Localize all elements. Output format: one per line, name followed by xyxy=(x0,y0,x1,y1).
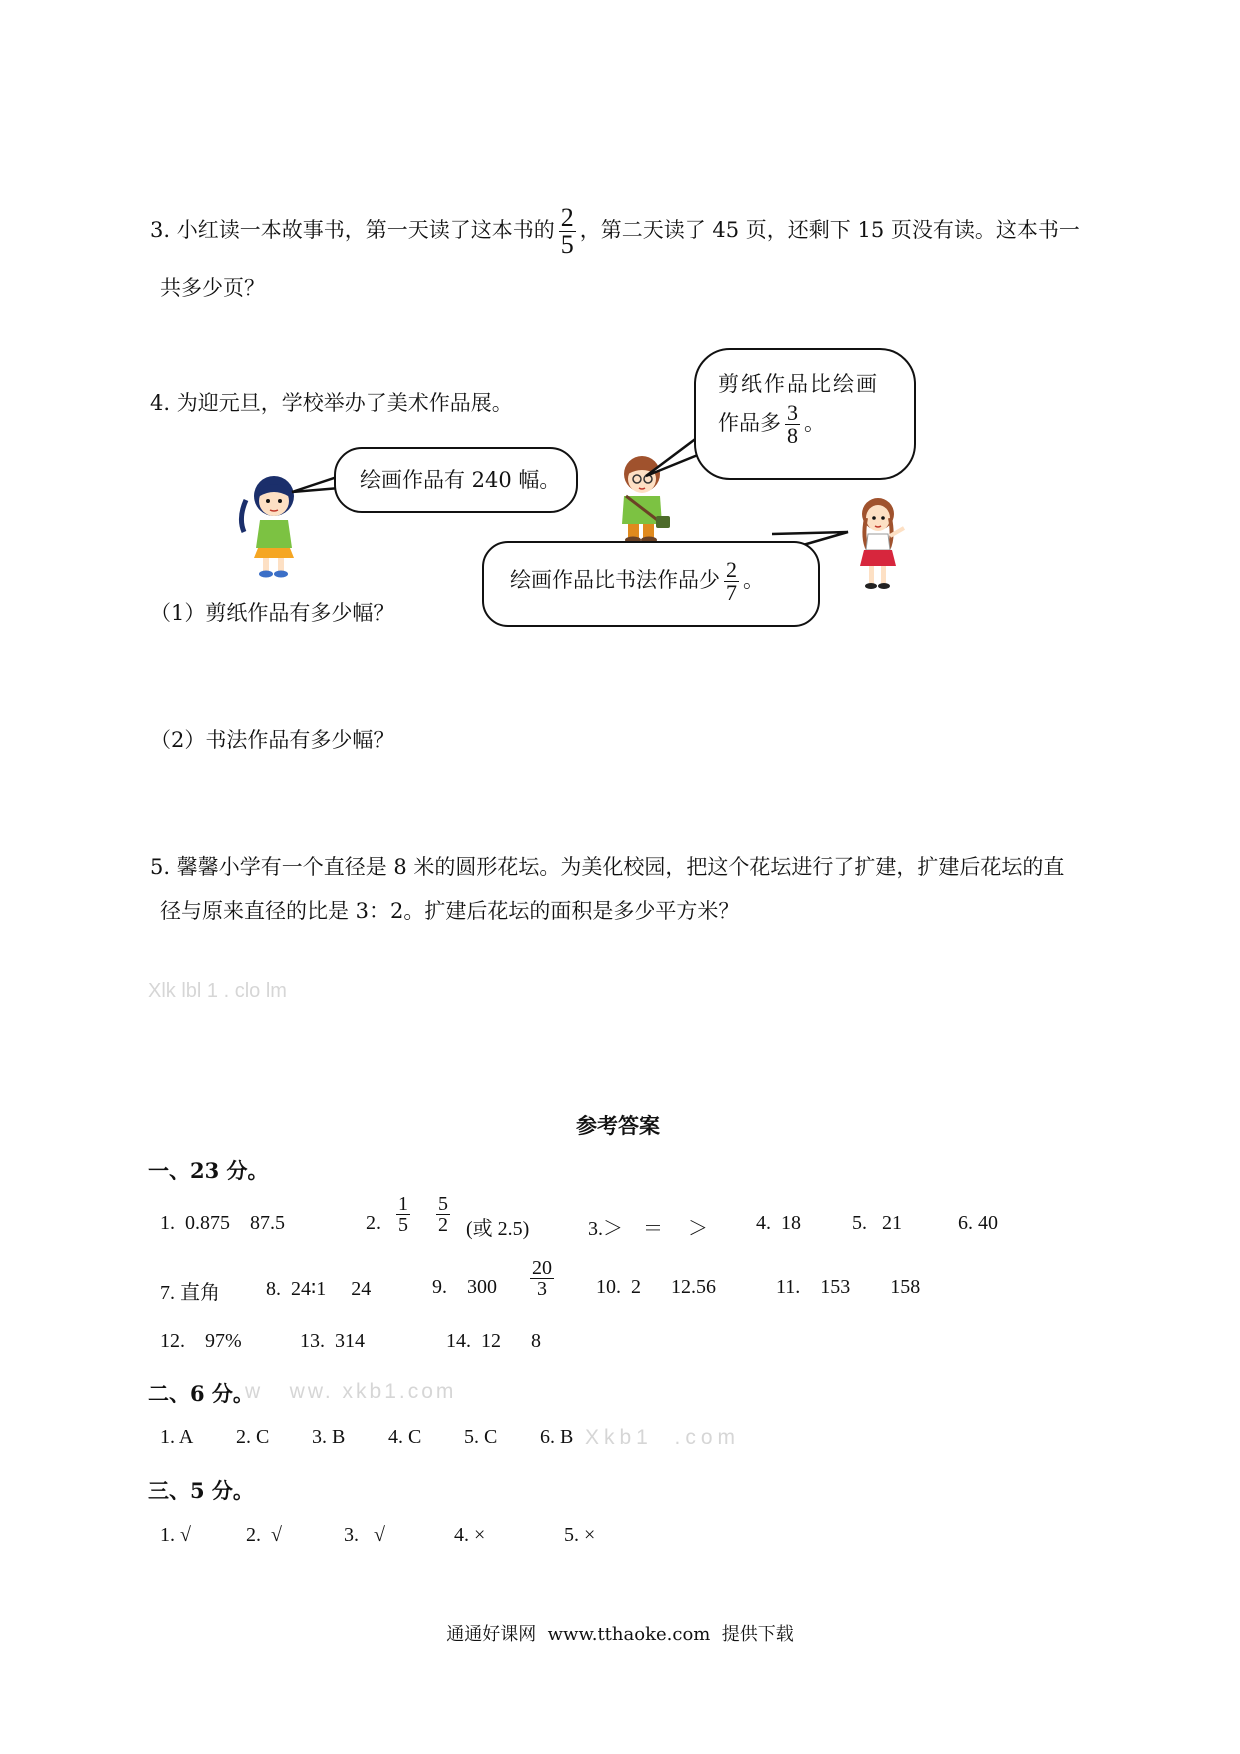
mc-answer-3: 3. B xyxy=(312,1426,346,1448)
fraction-denominator: 2 xyxy=(438,1214,448,1236)
answer-11: 11. 153 158 xyxy=(776,1276,921,1298)
watermark-text: w ww. xkb1.com xyxy=(245,1380,457,1403)
bubble-fraction xyxy=(785,402,800,447)
answer-5: 5. 21 xyxy=(852,1212,902,1234)
bubble-text-end: 。 xyxy=(804,411,825,435)
answer-9-fraction xyxy=(530,1258,554,1299)
tf-answer-3: 3. √ xyxy=(344,1524,385,1546)
answer-13: 13. 314 xyxy=(300,1330,365,1352)
answer-4: 4. 18 xyxy=(756,1212,801,1234)
answer-14: 14. 12 8 xyxy=(446,1330,541,1352)
fraction-numerator: 3 xyxy=(787,400,798,425)
q3-fraction xyxy=(559,205,576,258)
answers-heading: 参考答案 xyxy=(576,1113,660,1138)
answer-9: 9. 300 xyxy=(432,1276,497,1298)
fraction-numerator: 1 xyxy=(398,1193,408,1215)
speech-bubble-papercut xyxy=(694,348,916,480)
q5-line1: 5. 馨馨小学有一个直径是 8 米的圆形花坛。为美化校园，把这个花坛进行了扩建，扩建后花坛的直 xyxy=(150,855,1065,879)
answers-section-2: 二、6 分。 xyxy=(148,1381,254,1406)
fraction-numerator: 2 xyxy=(560,203,574,232)
bubble-text-line1: 剪纸作品比绘画 xyxy=(718,372,879,396)
fraction-denominator: 5 xyxy=(560,230,574,259)
q5-line2: 径与原来直径的比是 3：2。扩建后花坛的面积是多少平方米？ xyxy=(160,899,740,923)
page-footer: 通通好课网 www.tthaoke.com 提供下载 xyxy=(446,1624,794,1645)
q3-line1 xyxy=(150,205,1080,258)
speech-bubble-calligraphy xyxy=(482,541,820,627)
mc-answer-1: 1. A xyxy=(160,1426,194,1448)
answer-2-label: 2. xyxy=(366,1212,381,1234)
answer-row-5 xyxy=(160,1524,1040,1554)
tf-answer-5: 5. × xyxy=(564,1524,596,1546)
tf-answer-4: 4. × xyxy=(454,1524,486,1546)
q3-text-b: ，第二天读了 45 页，还剩下 15 页没有读。这本书一 xyxy=(579,218,1080,242)
tf-answer-2: 2. √ xyxy=(246,1524,282,1546)
answer-12: 12. 97% xyxy=(160,1330,242,1352)
q3-text-a: 3. 小红读一本故事书，第一天读了这本书的 xyxy=(150,218,555,242)
speech-bubble-painting-count xyxy=(334,447,578,513)
answers-section-3: 三、5 分。 xyxy=(148,1478,254,1503)
fraction-denominator: 5 xyxy=(398,1214,408,1236)
fraction-numerator: 2 xyxy=(726,557,737,582)
bubble-text-end: 。 xyxy=(743,568,764,592)
answer-row-2 xyxy=(160,1258,1040,1318)
fraction-denominator: 3 xyxy=(537,1278,547,1300)
girl-right-illustration xyxy=(850,494,912,596)
answers-section-1: 一、23 分。 xyxy=(148,1158,269,1183)
fraction-denominator: 8 xyxy=(787,423,798,448)
q3-line2: 共多少页？ xyxy=(160,276,265,300)
answer-row-3 xyxy=(160,1330,1040,1360)
answer-row-1 xyxy=(160,1194,1040,1252)
answer-7: 7. 直角 xyxy=(160,1282,220,1304)
bubble-text-line2 xyxy=(718,402,825,447)
answer-2-fraction-1 xyxy=(396,1194,410,1235)
fraction-numerator: 20 xyxy=(532,1257,552,1279)
answer-1: 1. 0.875 87.5 xyxy=(160,1212,285,1234)
mc-answer-2: 2. C xyxy=(236,1426,270,1448)
bubble-tail-girl xyxy=(290,470,340,500)
answer-6: 6. 40 xyxy=(958,1212,998,1234)
bubble-text: 绘画作品有 240 幅。 xyxy=(360,468,561,492)
q4-title: 4. 为迎元旦，学校举办了美术作品展。 xyxy=(150,391,513,415)
answer-10: 10. 2 12.56 xyxy=(596,1276,716,1298)
q4-subquestion-1: （1）剪纸作品有多少幅？ xyxy=(150,601,395,625)
mc-answer-5: 5. C xyxy=(464,1426,498,1448)
fraction-numerator: 5 xyxy=(438,1193,448,1215)
watermark-text: Xlk lbl 1 . clo lm xyxy=(148,980,287,1002)
bubble-text-prefix: 作品多 xyxy=(718,411,781,435)
answer-3: 3.＞ ＝ ＞ xyxy=(588,1218,708,1240)
mc-answer-6: 6. B xyxy=(540,1426,574,1448)
answer-8: 8. 24∶1 24 xyxy=(266,1278,372,1300)
answer-2-alt: (或 2.5) xyxy=(466,1218,530,1240)
answer-2-fraction-2 xyxy=(436,1194,450,1235)
q4-subquestion-2: （2）书法作品有多少幅？ xyxy=(150,728,395,752)
bubble-text-prefix: 绘画作品比书法作品少 xyxy=(510,568,720,592)
tf-answer-1: 1. √ xyxy=(160,1524,191,1546)
mc-answer-4: 4. C xyxy=(388,1426,422,1448)
bubble-text xyxy=(510,559,764,604)
fraction-denominator: 7 xyxy=(726,580,737,605)
bubble-fraction xyxy=(724,559,739,604)
watermark-text: Xkb1 .com xyxy=(585,1426,741,1449)
